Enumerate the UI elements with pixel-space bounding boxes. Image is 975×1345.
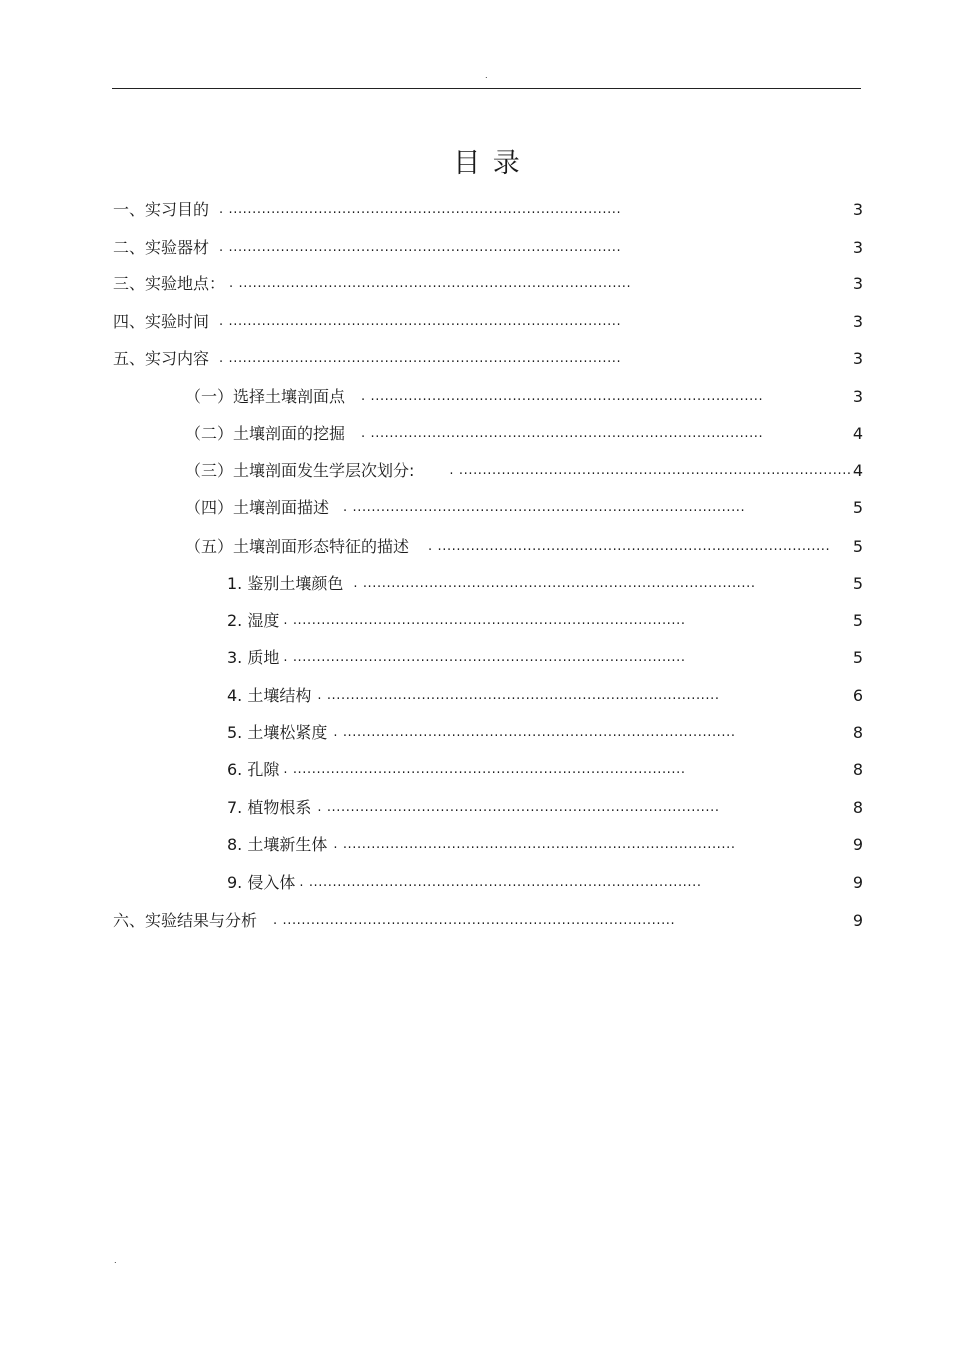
toc-entry-text: （三）土壤剖面发生学层次划分: bbox=[185, 461, 415, 480]
toc-entry-text: （二）土壤剖面的挖掘 bbox=[185, 424, 346, 443]
toc-entry[interactable] bbox=[185, 535, 831, 559]
toc-leader: . ................................................................................... bbox=[343, 500, 746, 515]
toc-entry[interactable] bbox=[185, 496, 746, 520]
toc-entry-text: （四）土壤剖面描述 bbox=[185, 498, 330, 517]
toc-entry[interactable] bbox=[227, 684, 720, 708]
toc-leader: . ................................................................................... bbox=[283, 762, 686, 777]
toc-page-number: 3 bbox=[852, 238, 863, 257]
toc-page-number: 8 bbox=[852, 723, 863, 742]
toc-leader: . ................................................................................... bbox=[299, 875, 702, 890]
toc-leader: . ................................................................................... bbox=[219, 240, 622, 255]
toc-entry[interactable] bbox=[185, 459, 852, 483]
toc-leader: . ................................................................................... bbox=[361, 426, 764, 441]
toc-entry-text: 3. 质地 bbox=[227, 648, 280, 667]
toc-leader: . ................................................................................... bbox=[283, 650, 686, 665]
toc-page-number: 5 bbox=[852, 611, 863, 630]
toc-page-number: 3 bbox=[852, 349, 863, 368]
toc-entry-text: 9. 侵入体 bbox=[227, 873, 296, 892]
toc-leader: . ................................................................................... bbox=[219, 314, 622, 329]
toc-page-number: 3 bbox=[852, 387, 863, 406]
toc-entry-text: （五）土壤剖面形态特征的描述 bbox=[185, 537, 410, 556]
toc-entry-text: 7. 植物根系 bbox=[227, 798, 312, 817]
toc-leader: . ................................................................................... bbox=[428, 539, 831, 554]
toc-entry[interactable] bbox=[227, 646, 686, 670]
toc-page-number: 4 bbox=[852, 424, 863, 443]
toc-leader: . ................................................................................... bbox=[361, 389, 764, 404]
toc-page-number: 5 bbox=[852, 498, 863, 517]
toc-page-number: 5 bbox=[852, 574, 863, 593]
toc-page-number: 9 bbox=[852, 835, 863, 854]
toc-title: 目 录 bbox=[453, 148, 522, 179]
toc-entry[interactable] bbox=[113, 272, 632, 296]
toc-leader: . ................................................................................... bbox=[333, 725, 736, 740]
toc-leader: . ................................................................................... bbox=[317, 800, 720, 815]
header-rule bbox=[112, 88, 861, 89]
toc-page-number: 8 bbox=[852, 798, 863, 817]
toc-entry-text: 1. 鉴别土壤颜色 bbox=[227, 574, 344, 593]
toc-leader: . ................................................................................... bbox=[333, 837, 736, 852]
toc-entry[interactable] bbox=[227, 796, 720, 820]
toc-leader: . ................................................................................... bbox=[229, 276, 632, 291]
toc-entry[interactable] bbox=[113, 198, 622, 222]
toc-page-number: 5 bbox=[852, 537, 863, 556]
toc-entry[interactable] bbox=[185, 385, 764, 409]
toc-page-number: 3 bbox=[852, 312, 863, 331]
toc-page-number: 4 bbox=[852, 461, 863, 480]
header-mark: . bbox=[485, 71, 488, 80]
toc-leader: . ................................................................................... bbox=[219, 351, 622, 366]
toc-entry[interactable] bbox=[113, 347, 622, 371]
toc-page-number: 8 bbox=[852, 760, 863, 779]
toc-entry-text: 六、实验结果与分析 bbox=[113, 911, 258, 930]
toc-page-number: 9 bbox=[852, 873, 863, 892]
toc-entry[interactable] bbox=[227, 833, 736, 857]
toc-entry-text: 一、实习目的 bbox=[113, 200, 210, 219]
toc-entry[interactable] bbox=[113, 236, 622, 260]
toc-entry-text: 二、实验器材 bbox=[113, 238, 210, 257]
toc-entry-text: 三、实验地点： bbox=[113, 274, 226, 293]
toc-entry[interactable] bbox=[227, 721, 736, 745]
toc-entry[interactable] bbox=[113, 310, 622, 334]
toc-entry-text: 四、实验时间 bbox=[113, 312, 210, 331]
toc-leader: . ................................................................................... bbox=[353, 576, 756, 591]
toc-entry-text: 8. 土壤新生体 bbox=[227, 835, 328, 854]
toc-entry[interactable] bbox=[227, 609, 686, 633]
footer-mark: . bbox=[114, 1256, 117, 1265]
toc-leader: . ................................................................................... bbox=[449, 463, 852, 478]
toc-leader: . ................................................................................... bbox=[219, 202, 622, 217]
toc-entry[interactable] bbox=[113, 909, 676, 933]
toc-page-number: 9 bbox=[852, 911, 863, 930]
toc-entry-text: 6. 孔隙 bbox=[227, 760, 280, 779]
toc-entry[interactable] bbox=[227, 572, 756, 596]
toc-entry[interactable] bbox=[227, 871, 702, 895]
toc-entry-text: 五、实习内容 bbox=[113, 349, 210, 368]
toc-entry-text: 5. 土壤松紧度 bbox=[227, 723, 328, 742]
toc-leader: . ................................................................................... bbox=[317, 688, 720, 703]
toc-page-number: 5 bbox=[852, 648, 863, 667]
toc-entry[interactable] bbox=[185, 422, 764, 446]
toc-page-number: 6 bbox=[852, 686, 863, 705]
toc-page-number: 3 bbox=[852, 274, 863, 293]
toc-entry[interactable] bbox=[227, 758, 686, 782]
toc-leader: . ................................................................................... bbox=[273, 913, 676, 928]
toc-page-number: 3 bbox=[852, 200, 863, 219]
toc-entry-text: （一）选择土壤剖面点 bbox=[185, 387, 346, 406]
toc-leader: . ................................................................................... bbox=[283, 613, 686, 628]
toc-entry-text: 4. 土壤结构 bbox=[227, 686, 312, 705]
toc-entry-text: 2. 湿度 bbox=[227, 611, 280, 630]
